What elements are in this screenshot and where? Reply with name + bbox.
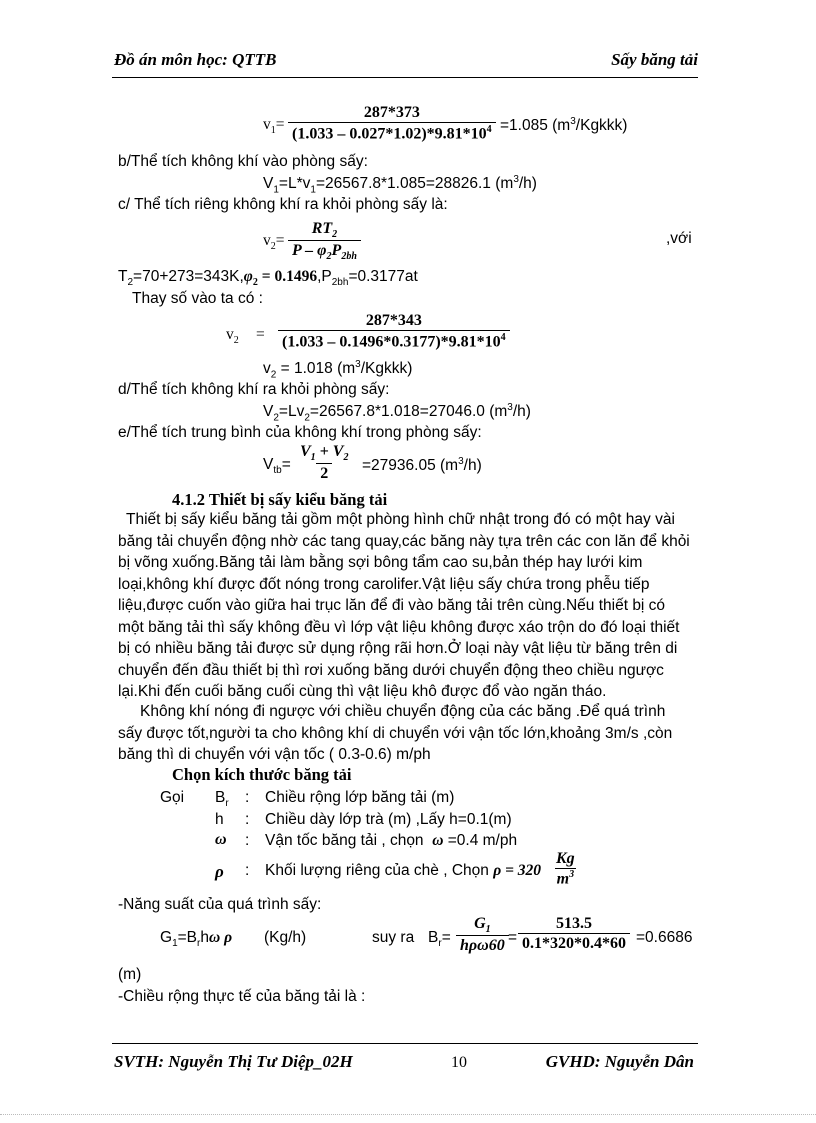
Br-fraction-2-denominator: 0.1*320*0.4*60 xyxy=(518,933,630,953)
para1-line: băng tải chuyển động nhờ các tang quay,các băng này tựa trên các con lăn để khỏi xyxy=(118,532,690,550)
para1-line: một băng tải thì sấy không đều vì lớp vật liệu không được xáo trộn do đó loại thiết xyxy=(118,618,680,636)
formula-v2-numerator: 287*343 xyxy=(365,312,422,329)
page-bottom-dotted-edge xyxy=(0,1114,816,1115)
V2-equation: $V_2=Lv_2=26567.8*1.018=27046.0$ $(m^3/h)$ xyxy=(263,402,531,424)
formula-v2-general-denominator: P – $\varphi_2P_{2bh}$ xyxy=(288,240,361,262)
Br-fraction-1-numerator: $G_1$ xyxy=(474,915,491,936)
formula-v1-numerator: 287*373 xyxy=(363,104,420,121)
para1-line: loại,không khí được đốt nóng trong carolifer.Vật liệu sấy chứa trong phễu tiếp xyxy=(118,575,650,593)
Br-label: $B_r=$ xyxy=(428,929,451,950)
def-symbol-rho: ρ xyxy=(215,862,224,881)
formula-v2-general-fraction xyxy=(288,220,361,262)
Vtb-denominator: 2 xyxy=(316,463,332,483)
V1-equation: $V_1=L*v_1=26567.8*1.085=28826.1$ $(m^3/h)$ xyxy=(263,174,537,196)
G1-unit: (Kg/h) xyxy=(264,929,307,946)
T2-line: $T_2=70+273=343K,\varphi_2 = 0.1496,P_{2bh}=0.3177at$ xyxy=(118,268,418,289)
header-topic: Sấy băng tải xyxy=(611,50,698,69)
Br-equals-2: = xyxy=(508,929,518,946)
def-colon: : xyxy=(245,811,250,828)
def-colon: : xyxy=(245,862,250,879)
G1-equation: $G_1=B_rh\omega$ ρ xyxy=(160,929,233,950)
formula-v2-fraction xyxy=(278,312,510,351)
def-text-h: Chiều dày lớp trà (m) ,Lấy h=0.1(m) xyxy=(265,811,512,828)
para1-line: chuyển đến đầu thiết bị thì rơi xuống băng dưới chuyển động theo chiều ngược xyxy=(118,661,664,679)
formula-v1-fraction xyxy=(288,104,496,143)
productivity-line: -Năng suất của quá trình sấy: xyxy=(118,896,322,913)
rho-unit-denominator: $m^3$ xyxy=(556,869,575,888)
formula-v2-equals: = xyxy=(256,326,265,343)
para1-line: Thiết bị sấy kiểu băng tải gồm một phòng hình chữ nhật trong đó có một hay vài xyxy=(126,511,675,528)
para1-line: liệu,được cuốn vào giữa hai trục lăn để đi vào băng tải trên cùng.Nếu thiết bị có xyxy=(118,597,666,614)
rho-unit-numerator: Kg xyxy=(556,850,575,867)
header-course-title: Đồ án môn học: QTTB xyxy=(114,50,277,69)
formula-v2-general-numerator: $RT_2$ xyxy=(311,220,338,241)
footer-student: SVTH: Nguyễn Thị Tư Diệp_02H xyxy=(114,1052,353,1071)
para2-line: sấy được tốt,người ta cho không khí di chuyển với vận tốc lớn,khoảng 3m/s ,còn xyxy=(118,724,673,742)
para1-line: lại.Khi đến cuối băng cuối cùng thì vật liệu khô được đổ vào ngăn tháo. xyxy=(118,683,607,700)
def-colon: : xyxy=(245,789,250,806)
section-title: 4.1.2 Thiết bị sấy kiểu băng tải xyxy=(172,490,388,509)
meter-unit: (m) xyxy=(118,966,142,983)
formula-v1-denominator: $(1.033 - 0.027*1.02)*9.81*10^4$ xyxy=(288,122,496,143)
Br-fraction-2-numerator: 513.5 xyxy=(556,915,592,932)
formula-v1-label: $v_1=$ xyxy=(263,116,285,137)
para1-line: bị có nhiều băng tải được sử dụng rộng rãi hơn.Ở loại này vật liệu từ băng trên di xyxy=(118,640,678,657)
para2-line: băng thì di chuyển với vận tốc ( 0.3-0.6) m/ph xyxy=(118,746,431,763)
Vtb-numerator: $V_1 + V_2$ xyxy=(300,443,349,464)
suy-ra-label: suy ra xyxy=(372,929,415,946)
Br-fraction-2 xyxy=(518,915,630,953)
formula-v2-general-label: $v_2=$ xyxy=(263,232,285,253)
formula-v2-denominator: $(1.033 - 0.1496*0.3177)*9.81*10^4$ xyxy=(278,330,510,351)
subheading: Chọn kích thước băng tải xyxy=(172,765,352,784)
substitution-line: Thay số vào ta có : xyxy=(132,290,263,307)
formula-v1-result: =1.085 $(m^3/Kgkkk)$ xyxy=(500,116,628,135)
def-symbol-Br: $B_r$ xyxy=(215,789,229,810)
Vtb-fraction xyxy=(296,443,352,483)
section-d-line: d/Thể tích không khí ra khỏi phòng sấy: xyxy=(118,381,390,398)
section-c-line: c/ Thể tích riêng không khí ra khỏi phòng sấy là: xyxy=(118,196,448,213)
def-colon: : xyxy=(245,832,250,849)
def-symbol-h: h xyxy=(215,811,224,828)
def-symbol-omega: ω xyxy=(215,831,227,848)
paragraph-1 xyxy=(118,509,698,703)
footer-advisor: GVHD: Nguyễn Dân xyxy=(545,1052,694,1071)
paragraph-2 xyxy=(118,701,698,766)
v2-result: $v_2 = 1.018$ $(m^3/Kgkkk)$ xyxy=(263,359,413,381)
header-rule xyxy=(112,77,698,78)
page-number: 10 xyxy=(451,1054,467,1071)
Vtb-label: $V_{tb}=$ xyxy=(263,456,291,477)
actual-width-line: -Chiều rộng thực tế của băng tải là : xyxy=(118,988,366,1005)
def-text-Br: Chiều rộng lớp băng tải (m) xyxy=(265,789,455,806)
para1-line: bị võng xuống.Băng tải làm bằng sợi bông tẩm cao su,bản thép hay lưới kim xyxy=(118,554,643,571)
rho-unit-fraction xyxy=(554,850,577,888)
Br-fraction-1-denominator: hρω60 xyxy=(456,935,509,955)
para2-line: Không khí nóng đi ngược với chiều chuyển động của các băng .Để quá trình xyxy=(140,703,666,720)
Br-result: =0.6686 xyxy=(636,929,693,946)
def-text-rho: Khối lượng riêng của chè , Chọn ρ = 320 xyxy=(265,862,542,879)
formula-v2-general-suffix: ,với xyxy=(666,230,692,247)
def-text-omega: Vận tốc băng tải , chọn ω =0.4 m/ph xyxy=(265,832,518,849)
Vtb-result: =27936.05 $(m^3/h)$ xyxy=(362,456,482,475)
section-e-line: e/Thể tích trung bình của không khí trong phòng sấy: xyxy=(118,424,482,441)
section-b-line: b/Thể tích không khí vào phòng sấy: xyxy=(118,153,368,170)
footer-rule xyxy=(112,1043,698,1044)
formula-v2-label: $v_2$ xyxy=(226,326,239,347)
Br-fraction-1 xyxy=(456,915,509,955)
defs-goi: Gọi xyxy=(160,789,185,806)
